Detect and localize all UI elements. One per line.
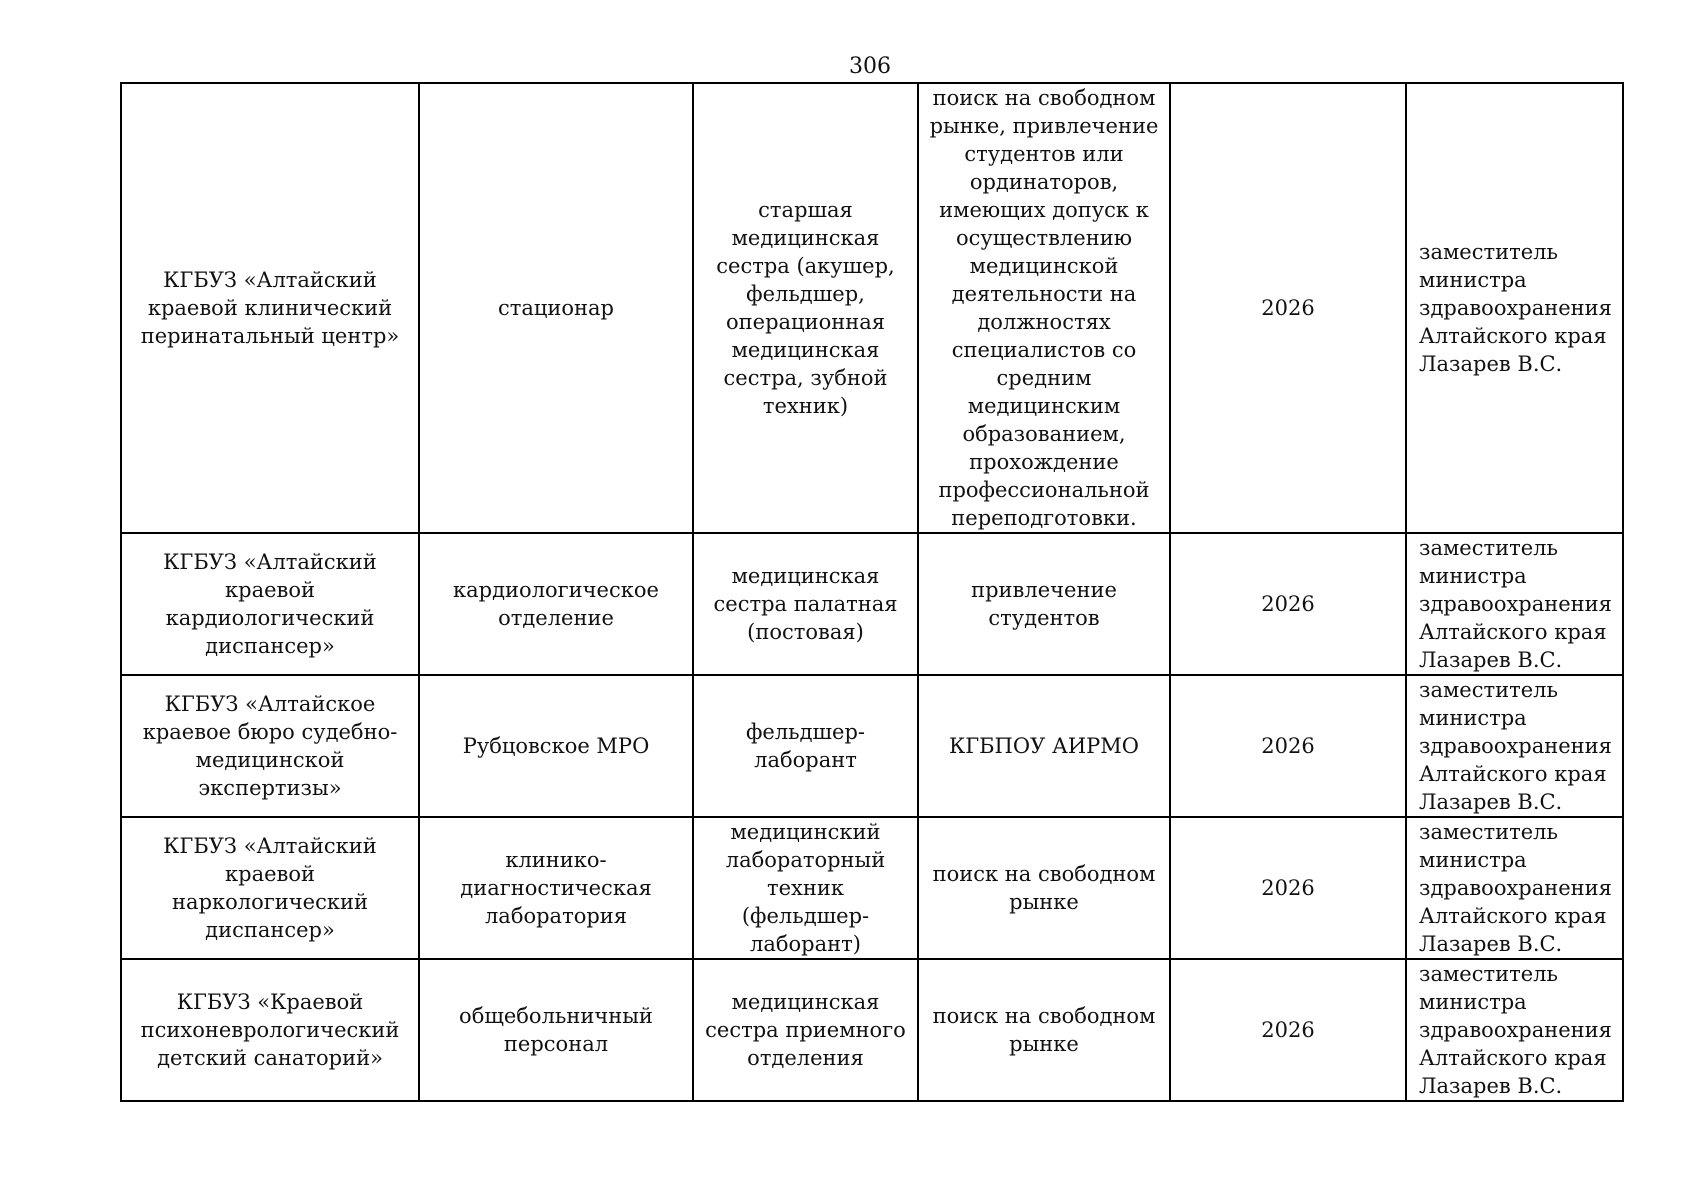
department-cell: кардиологическое отделение bbox=[419, 533, 693, 675]
department-cell: Рубцовское МРО bbox=[419, 675, 693, 817]
organization-cell: КГБУЗ «Краевой психоневрологический детский санаторий» bbox=[121, 959, 419, 1101]
organization-cell: КГБУЗ «Алтайский краевой клинический перинатальный центр» bbox=[121, 83, 419, 533]
responsible-cell: заместитель министра здравоохранения Алтайского края Лазарев В.С. bbox=[1406, 83, 1623, 533]
year-cell: 2026 bbox=[1170, 959, 1406, 1101]
organization-cell: КГБУЗ «Алтайский краевой наркологический диспансер» bbox=[121, 817, 419, 959]
department-cell: общебольничный персонал bbox=[419, 959, 693, 1101]
responsible-cell: заместитель министра здравоохранения Алтайского края Лазарев В.С. bbox=[1406, 533, 1623, 675]
table-row bbox=[121, 83, 1623, 533]
year-cell: 2026 bbox=[1170, 817, 1406, 959]
organization-cell: КГБУЗ «Алтайское краевое бюро судебно-медицинской экспертизы» bbox=[121, 675, 419, 817]
position-cell: медицинская сестра приемного отделения bbox=[693, 959, 918, 1101]
table-row bbox=[121, 533, 1623, 675]
year-cell: 2026 bbox=[1170, 83, 1406, 533]
year-cell: 2026 bbox=[1170, 675, 1406, 817]
measure-cell: поиск на свободном рынке bbox=[918, 959, 1170, 1101]
measure-cell: поиск на свободном рынке, привлечение студентов или ординаторов, имеющих допуск к осуществлению медицинской деятельности на должностях специалистов со средним медицинским образованием, прохождение профессиональной переподготовки. bbox=[918, 83, 1170, 533]
department-cell: стационар bbox=[419, 83, 693, 533]
table-row bbox=[121, 959, 1623, 1101]
measure-cell: привлечение студентов bbox=[918, 533, 1170, 675]
year-cell: 2026 bbox=[1170, 533, 1406, 675]
measure-cell: КГБПОУ АИРМО bbox=[918, 675, 1170, 817]
position-cell: медицинская сестра палатная (постовая) bbox=[693, 533, 918, 675]
responsible-cell: заместитель министра здравоохранения Алтайского края Лазарев В.С. bbox=[1406, 959, 1623, 1101]
table-row bbox=[121, 675, 1623, 817]
organization-cell: КГБУЗ «Алтайский краевой кардиологический диспансер» bbox=[121, 533, 419, 675]
position-cell: старшая медицинская сестра (акушер, фельдшер, операционная медицинская сестра, зубной техник) bbox=[693, 83, 918, 533]
position-cell: фельдшер-лаборант bbox=[693, 675, 918, 817]
table-row bbox=[121, 817, 1623, 959]
position-cell: медицинский лабораторный техник (фельдшер-лаборант) bbox=[693, 817, 918, 959]
staffing-table bbox=[120, 82, 1624, 1102]
responsible-cell: заместитель министра здравоохранения Алтайского края Лазарев В.С. bbox=[1406, 675, 1623, 817]
responsible-cell: заместитель министра здравоохранения Алтайского края Лазарев В.С. bbox=[1406, 817, 1623, 959]
department-cell: клинико-диагностическая лаборатория bbox=[419, 817, 693, 959]
measure-cell: поиск на свободном рынке bbox=[918, 817, 1170, 959]
page-number: 306 bbox=[849, 54, 891, 79]
